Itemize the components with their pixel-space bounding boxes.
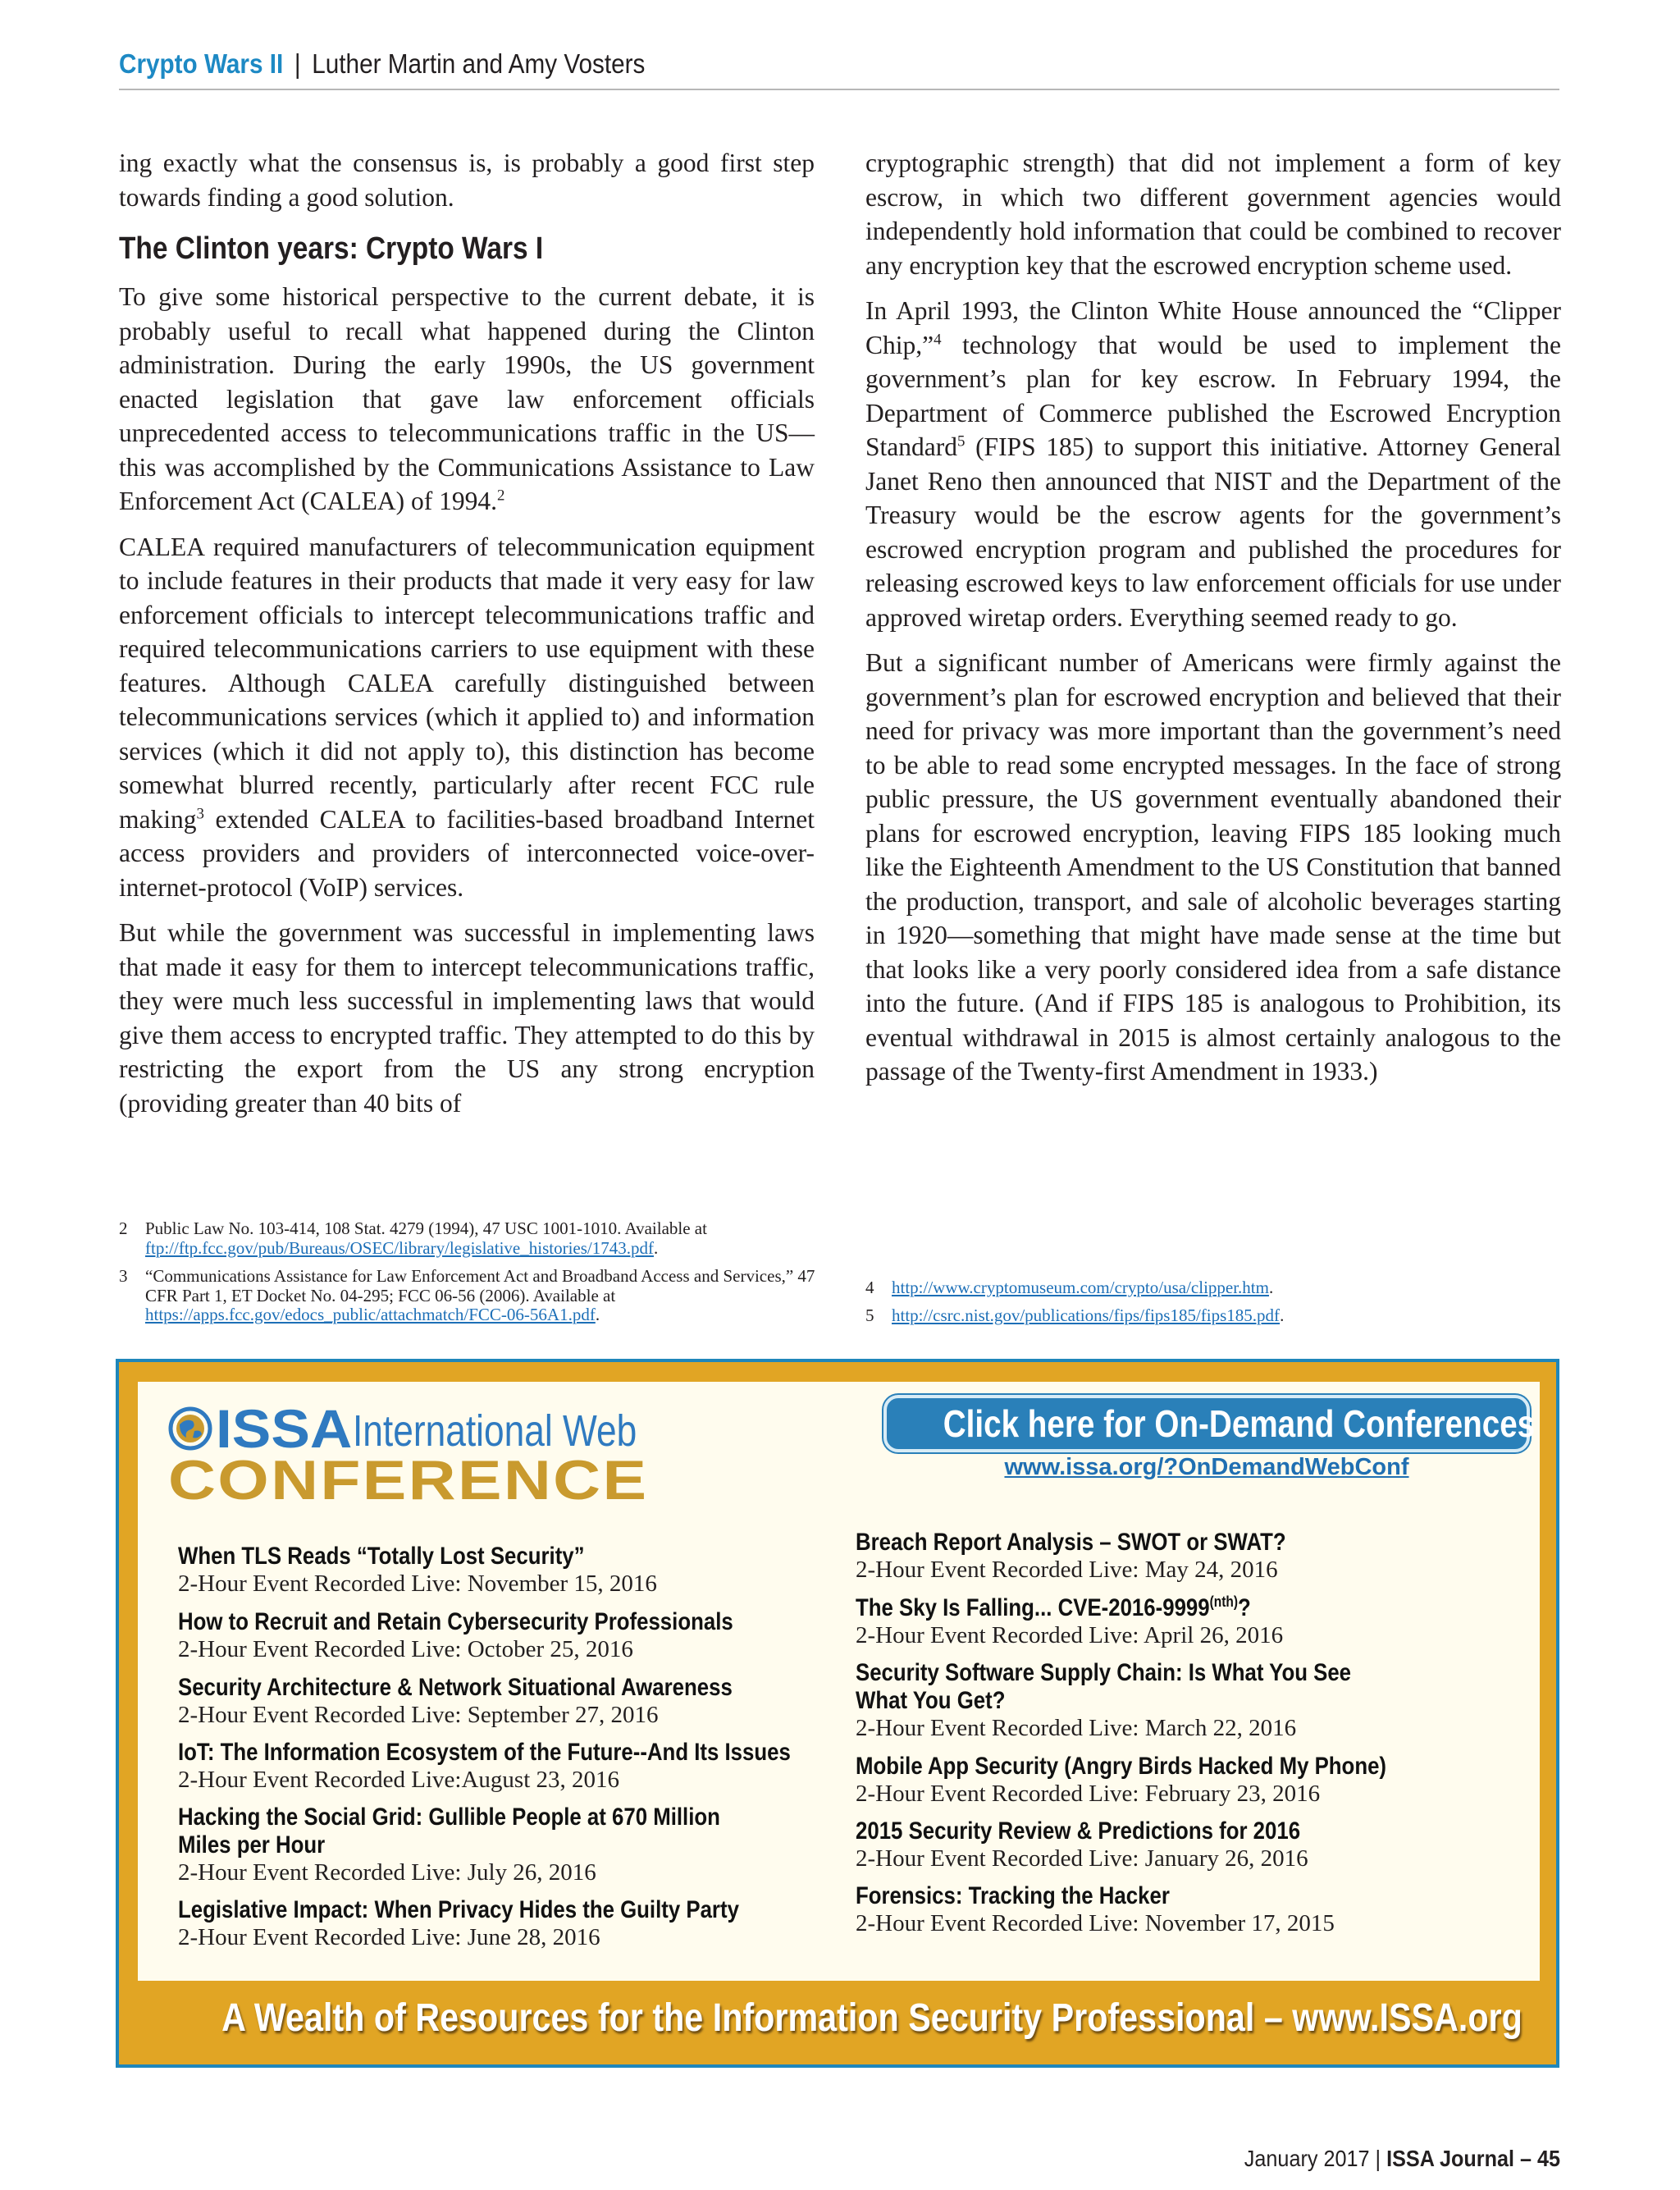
event-title-end: ?	[1238, 1594, 1251, 1621]
paragraph: But a significant number of Americans were firmly against the government’s plan for escrowed encryption and believed that their need for privacy was more important than the government’s need to be able to read some encrypted messages. In the face of strong public pressure, the US government eventually abandoned their plans for escrowed encryption, leaving FIPS 185 looking much like the Eighteenth Amendment to the US Constitution that banned the production, transport, and sale of alcoholic beverages starting in 1920—something that might have made sense at the time but that looks like a very poorly considered idea from a safe distance into the future. (And if FIPS 185 is analogous to Prohibition, its eventual withdrawal in 2015 is almost certainly analogous to the passage of the Twenty-first Amendment in 1933.)	[865, 648, 1561, 1086]
footnote-text: “Communications Assistance for Law Enforcement Act and Broadband Access and Services,” 47 CFR Part 1, ET Docket No. 04-295; FCC 06-56 (2006). Available at	[145, 1266, 815, 1305]
event-item[interactable]	[856, 1817, 1512, 1872]
event-item[interactable]	[178, 1674, 834, 1728]
event-detail: 2-Hour Event Recorded Live: November 15, 2016	[178, 1570, 657, 1597]
event-detail: 2-Hour Event Recorded Live: September 27, 2016	[178, 1702, 659, 1728]
footnote-period: .	[1268, 1278, 1274, 1297]
event-item[interactable]	[178, 1608, 834, 1662]
paragraph-text: technology that would be used to implement the government’s plan for key escrow. In February 1994, the Department of Commerce published the Escrowed Encryption Standard	[865, 330, 1561, 461]
footnote-number: 2	[119, 1218, 128, 1238]
event-item[interactable]	[856, 1753, 1512, 1807]
footnote-link[interactable]: https://apps.fcc.gov/edocs_public/attachmatch/FCC-06-56A1.pdf	[145, 1305, 596, 1324]
article-series-title: Crypto Wars II	[119, 48, 284, 79]
footnote-number: 5	[865, 1305, 874, 1325]
paragraph: But while the government was successful in implementing laws that made it easy for them to intercept telecommunications traffic, they were much less successful in implementing laws that would give them access to encrypted traffic. They attempted to do this by restricting the export from the US any strong encryption (providing greater than 40 bits of	[119, 918, 815, 1118]
header-separator: |	[294, 48, 301, 79]
footnote-period: .	[1280, 1305, 1285, 1325]
event-detail: 2-Hour Event Recorded Live: July 26, 2016	[178, 1859, 596, 1886]
right-column	[865, 146, 1561, 1100]
event-detail: 2-Hour Event Recorded Live: November 17, 2015	[856, 1910, 1335, 1936]
footnote-body	[145, 1219, 824, 1258]
tagline-text: A Wealth of Resources for the Information Security Professional – www.ISSA.org	[221, 1996, 1522, 2040]
logo-conference-wordmark: CONFERENCE	[168, 1449, 649, 1511]
footnote-number: 4	[865, 1278, 874, 1297]
section-heading: The Clinton years: Crypto Wars I	[119, 231, 544, 266]
paragraph-text: (FIPS 185) to support this initiative. Attorney General Janet Reno then announced that NIST and the Department of the Treasury would be the escrow agents for the government’s escrowed encryption program and published the procedures for releasing escrowed keys to law enforcement officials for use under approved wiretap orders. Everything seemed ready to go.	[865, 432, 1561, 632]
event-item[interactable]	[856, 1594, 1512, 1648]
event-item[interactable]	[178, 1739, 834, 1793]
event-detail: 2-Hour Event Recorded Live: October 25, 2016	[178, 1636, 633, 1662]
event-item[interactable]	[856, 1882, 1512, 1936]
event-item[interactable]	[178, 1543, 834, 1597]
footnote-number: 3	[119, 1266, 128, 1286]
event-title: Forensics: Tracking the Hacker	[856, 1882, 1170, 1909]
event-title: Mobile App Security (Angry Birds Hacked My Phone)	[856, 1753, 1387, 1780]
paragraph-text: In April 1993, the Clinton White House announced the “Clipper Chip,”	[865, 296, 1561, 359]
event-title: IoT: The Information Ecosystem of the Future--And Its Issues	[178, 1739, 791, 1766]
footnote-link[interactable]: ftp://ftp.fcc.gov/pub/Bureaus/OSEC/library/legislative_histories/1743.pdf	[145, 1237, 654, 1258]
footnote-2	[119, 1219, 824, 1258]
footnote-link[interactable]: http://csrc.nist.gov/publications/fips/fips185/fips185.pdf	[892, 1305, 1281, 1325]
paragraph-text: extended CALEA to facilities-based broadband Internet access providers and providers of interconnected voice-over-internet-protocol (VoIP) services.	[119, 804, 815, 902]
event-title-superscript: (nth)	[1209, 1593, 1239, 1610]
event-title: Security Software Supply Chain: Is What You See What You Get?	[856, 1659, 1352, 1714]
ad-tagline[interactable]	[116, 1996, 1559, 2041]
event-item[interactable]	[856, 1659, 1364, 1741]
on-demand-url-link[interactable]: www.issa.org/?OnDemandWebConf	[1004, 1454, 1409, 1480]
paragraph: cryptographic strength) that did not implement a form of key escrow, in which two different government agencies would independently hold information that could be combined to recover any encryption key that the escrowed encryption scheme used.	[865, 149, 1561, 280]
issa-conference-logo	[168, 1398, 649, 1511]
footnote-text: Public Law No. 103-414, 108 Stat. 4279 (1994), 47 USC 1001-1010. Available at	[145, 1218, 707, 1238]
footnote-5	[865, 1306, 1554, 1326]
footnote-4	[865, 1278, 1554, 1298]
running-header	[119, 48, 1415, 89]
logo-international-web: International Web	[353, 1406, 637, 1456]
footnote-ref-4[interactable]: 4	[934, 331, 942, 348]
logo-issa-wordmark: ISSA	[216, 1398, 353, 1459]
event-title: Breach Report Analysis – SWOT or SWAT?	[856, 1529, 1286, 1556]
event-title	[856, 1594, 1510, 1622]
paragraph	[119, 530, 815, 905]
paragraph	[119, 280, 815, 519]
left-column	[119, 146, 815, 1132]
event-detail: 2-Hour Event Recorded Live: March 22, 2016	[856, 1715, 1297, 1741]
paragraph-text: To give some historical perspective to the current debate, it is probably useful to recall what happened during the Clinton administration. During the early 1990s, the US government enacted legislation that gave law enforcement officials unprecedented access to telecommunications traffic in the US—this was accomplished by the Communications Assistance to Law Enforcement Act (CALEA) of 1994.	[119, 282, 815, 515]
event-title: Legislative Impact: When Privacy Hides the Guilty Party	[178, 1896, 739, 1923]
event-detail: 2-Hour Event Recorded Live:August 23, 2016	[178, 1767, 620, 1793]
article-authors: Luther Martin and Amy Vosters	[312, 48, 646, 79]
paragraph: ing exactly what the consensus is, is probably a good first step towards finding a good solution.	[119, 149, 815, 212]
event-detail: 2-Hour Event Recorded Live: May 24, 2016	[856, 1557, 1278, 1583]
footer-separator: |	[1375, 2146, 1381, 2171]
event-title: Security Architecture & Network Situational Awareness	[178, 1674, 733, 1701]
event-title: Hacking the Social Grid: Gullible People at 670 Million Miles per Hour	[178, 1804, 720, 1859]
event-title-text: The Sky Is Falling... CVE-2016-9999	[856, 1594, 1210, 1621]
event-detail: 2-Hour Event Recorded Live: January 26, 2016	[856, 1845, 1308, 1872]
event-detail: 2-Hour Event Recorded Live: June 28, 2016	[178, 1924, 600, 1950]
footnote-period: .	[595, 1305, 600, 1324]
event-item[interactable]	[178, 1804, 769, 1886]
page-footer	[1244, 2145, 1560, 2173]
issue-date: January 2017	[1244, 2146, 1370, 2171]
footnote-ref-5[interactable]: 5	[956, 432, 966, 450]
globe-icon	[168, 1406, 212, 1451]
event-item[interactable]	[178, 1896, 834, 1950]
header-divider	[119, 89, 1559, 90]
footnote-body	[145, 1267, 824, 1325]
footnote-link[interactable]: http://www.cryptomuseum.com/crypto/usa/clipper.htm	[892, 1278, 1269, 1297]
event-title: How to Recruit and Retain Cybersecurity Professionals	[178, 1608, 733, 1635]
event-detail: 2-Hour Event Recorded Live: February 23, 2016	[856, 1781, 1321, 1807]
footnote-ref-3[interactable]: 3	[196, 805, 204, 822]
cta-label: Click here for On-Demand Conferences	[943, 1402, 1536, 1445]
event-title: 2015 Security Review & Predictions for 2016	[856, 1817, 1301, 1845]
footnote-period: .	[653, 1237, 659, 1258]
event-detail: 2-Hour Event Recorded Live: April 26, 2016	[856, 1622, 1284, 1648]
footnote-ref-2[interactable]: 2	[497, 487, 505, 505]
paragraph	[865, 294, 1561, 634]
footnote-3	[119, 1267, 824, 1325]
event-item[interactable]	[856, 1529, 1512, 1583]
footnote-body	[892, 1278, 1554, 1298]
journal-page-number: ISSA Journal – 45	[1386, 2146, 1560, 2171]
event-title: When TLS Reads “Totally Lost Security”	[178, 1543, 585, 1570]
footnote-body	[892, 1306, 1554, 1326]
on-demand-conferences-button[interactable]	[883, 1395, 1536, 1452]
paragraph-text: CALEA required manufacturers of telecommunication equipment to include features in their products that made it very easy for law enforcement officials to intercept telecommunications traffic and required telecommunications carriers to use equipment with these features. Although CALEA carefully distinguished between telecommunications services (which it applied to) and information services (which it did not apply to), this distinction has become somewhat blurred recently, particularly after recent FCC rule making	[119, 532, 815, 834]
